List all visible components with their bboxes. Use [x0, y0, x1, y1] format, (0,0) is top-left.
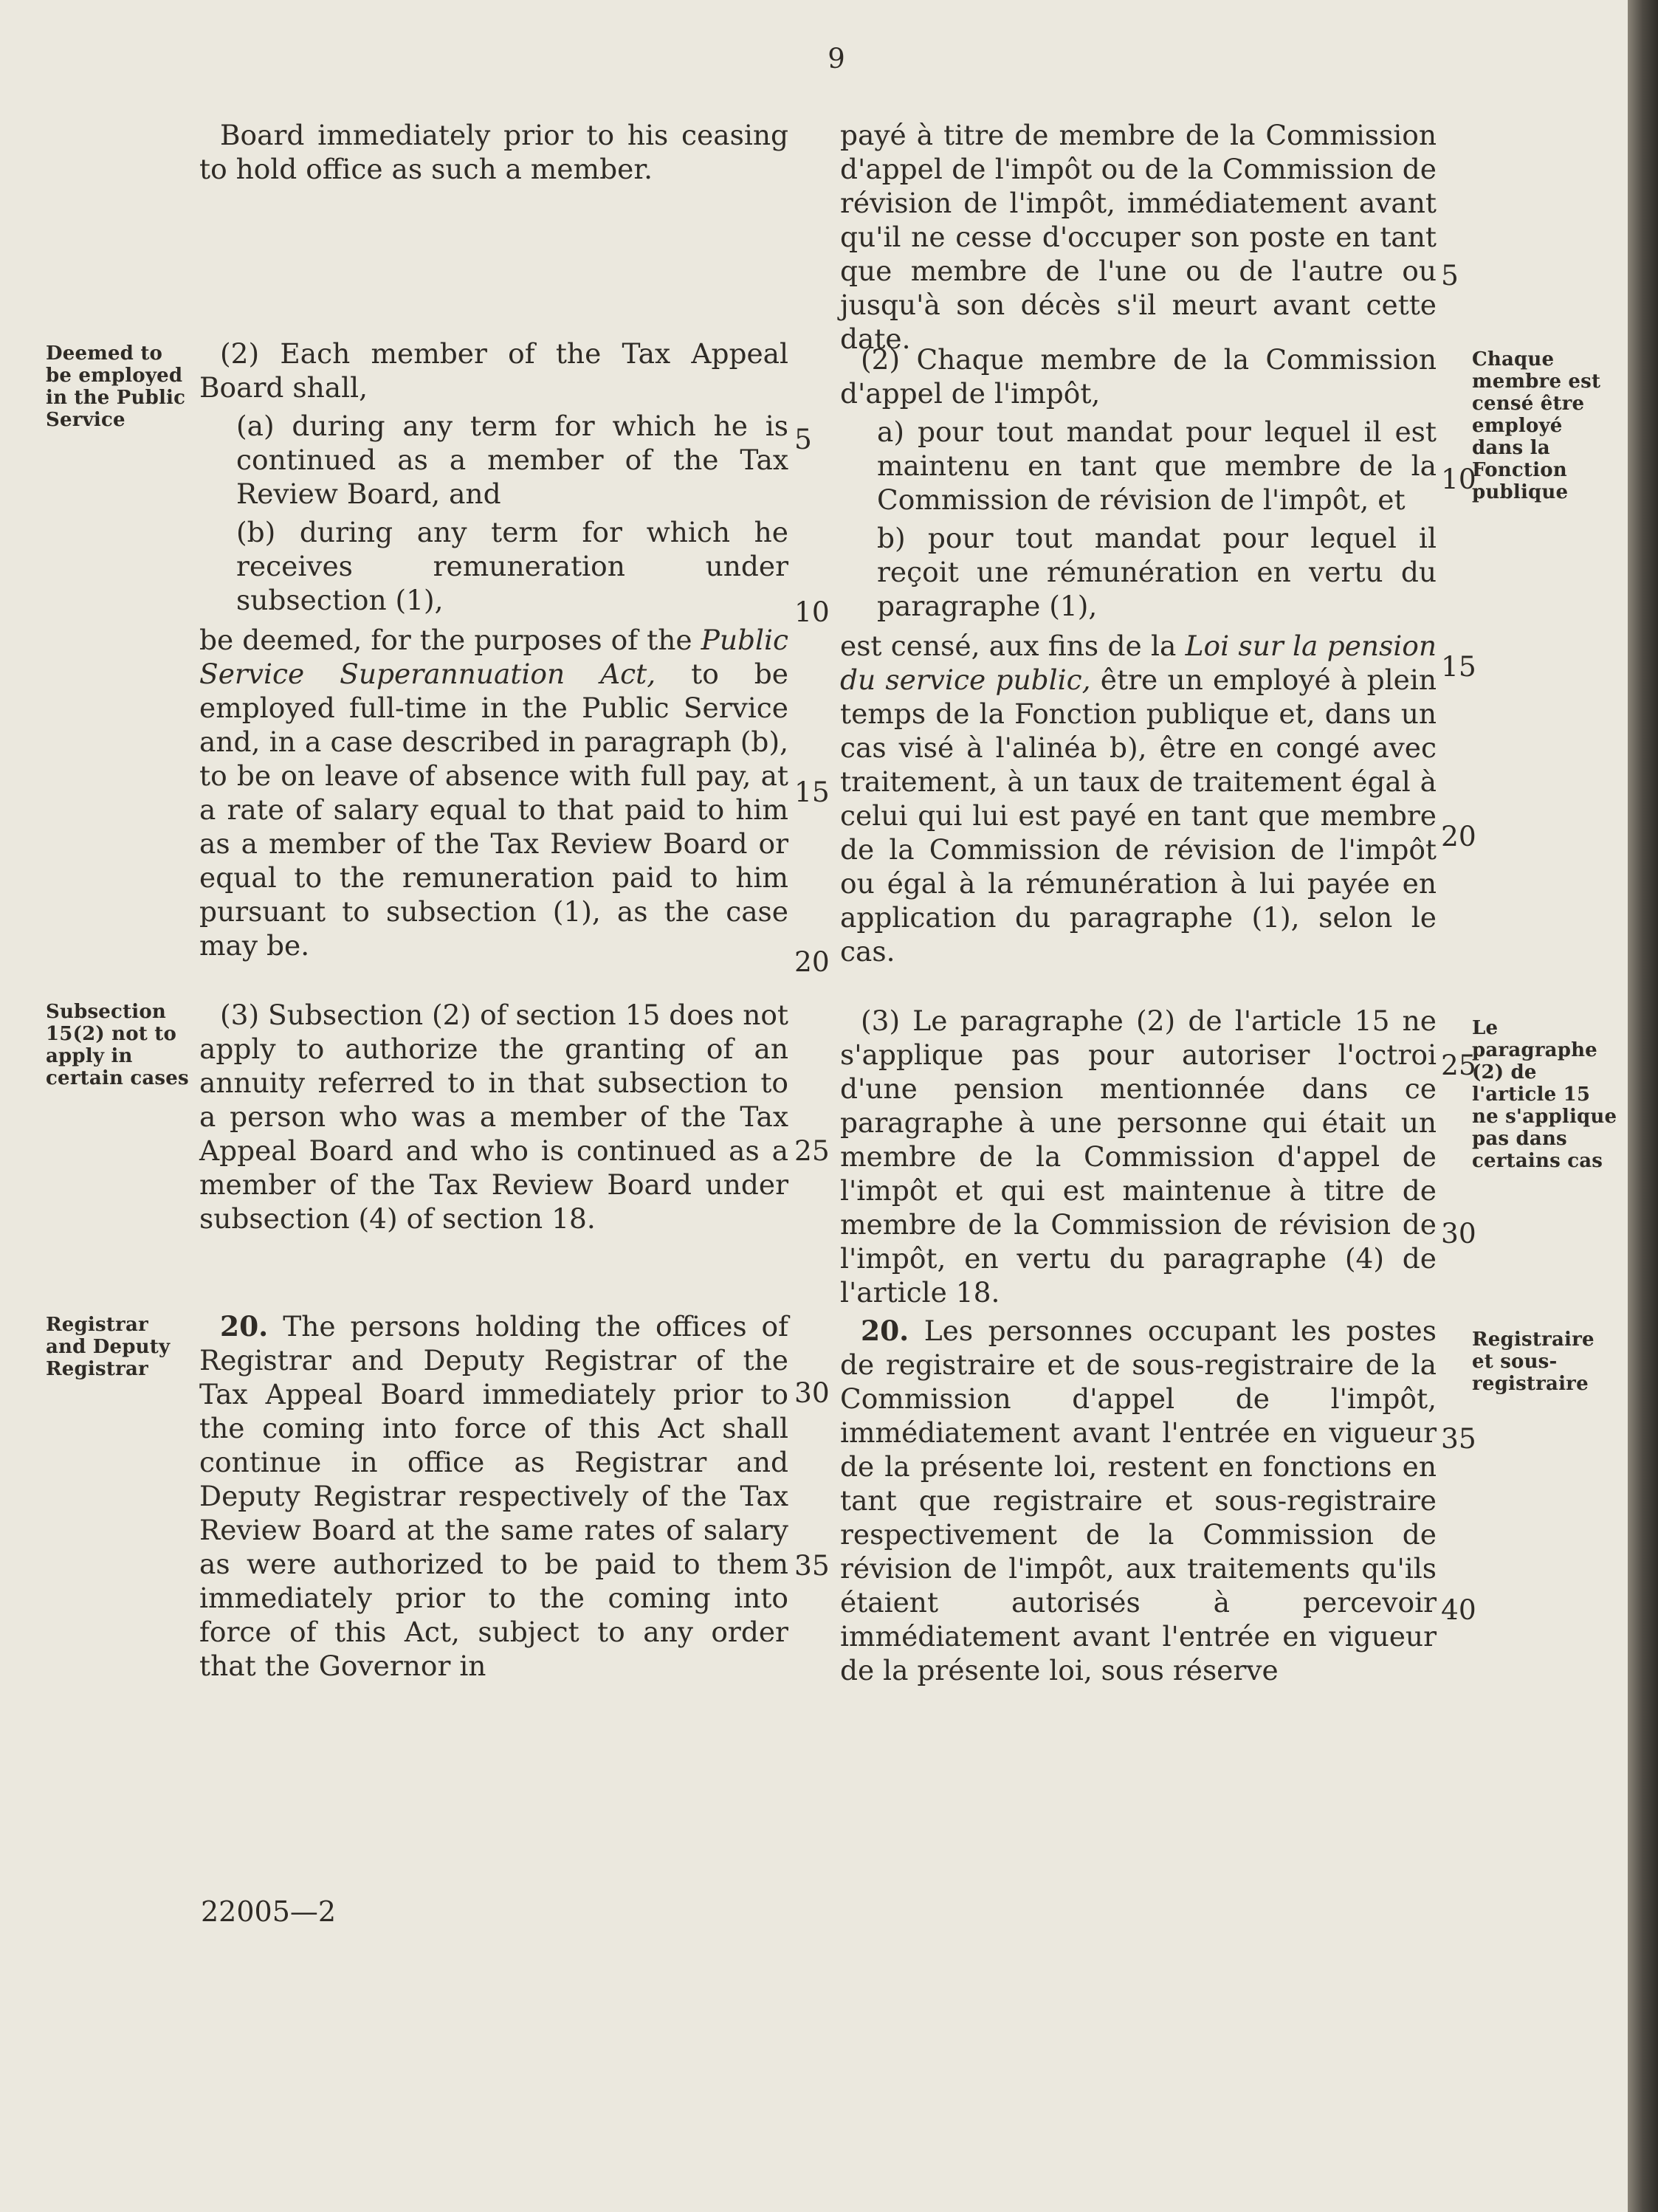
english-s19-3-text: (3) Subsection (2) of section 15 does not apply to authorize the granting of an annuity referred to in that subsection to a person who was a member of the Tax Appeal Board and who is continued as a member of the Tax Review Board under subsection (4) of section 18.	[199, 999, 788, 1235]
french-s20-text: Les personnes occupant les postes de registraire et de sous-registraire de la Commission d'appel de l'impôt, immédiatement avant l'entrée en vigueur de la présente loi, restent en fonctions en tant que registraire et sous-registraire respectivement de la Commission de révision de l'impôt, aux traitements qu'ils étaient autorisés à percevoir immédiatement avant l'entrée en vigueur de la présente loi, sous réserve	[840, 1315, 1437, 1686]
english-line-number: 20	[794, 945, 830, 978]
english-s20-text: The persons holding the offices of Registrar and Deputy Registrar of the Tax Appeal Board immediately prior to the coming into force of this Act shall continue in office as Registrar and Deputy Registrar respectively of the Tax Review Board at the same rates of salary as were authorized to be paid to them immediately prior to the coming into force of this Act, subject to any order that the Governor in	[199, 1310, 788, 1682]
page-number: 9	[828, 43, 845, 75]
french-s19-2-tail-start: est censé, aux fins de la	[840, 630, 1186, 662]
french-line-number: 35	[1441, 1422, 1476, 1455]
marginal-note-deemed-employed: Deemed to be employed in the Public Service	[46, 342, 186, 431]
english-s20-number: 20.	[220, 1310, 269, 1343]
french-section-19-3	[840, 1004, 1437, 1309]
french-line-number: 15	[1441, 650, 1476, 683]
french-s19-3-text: (3) Le paragraphe (2) de l'article 15 ne s'applique pas pour autoriser l'octroi d'une pension mentionnée dans ce paragraphe à une personne qui était un membre de la Commission d'appel de l'impôt et qui est maintenue à titre de membre de la Commission de révision de l'impôt, en vertu du paragraphe (4) de l'article 18.	[840, 1005, 1437, 1309]
french-section-19-2	[840, 342, 1437, 968]
french-s20-text-block	[840, 1314, 1437, 1687]
english-section-20	[199, 1309, 788, 1683]
french-s19-2-tail-end: être un employé à plein temps de la Fonction publique et, dans un cas visé à l'alinéa b), être en congé avec traitement, à un taux de traitement égal à celui qui lui est payé en tant que membre de la Commission de révision de l'impôt ou égal à la rémunération à lui payée en application du paragraphe (1), selon le cas.	[840, 664, 1437, 968]
english-carryover-text: Board immediately prior to his ceasing to hold office as such a member.	[199, 119, 788, 185]
english-s20-text-block	[199, 1309, 788, 1683]
print-serial-number: 22005—2	[201, 1895, 337, 1928]
marginal-note-le-paragraphe: Le paragraphe (2) de l'article 15 ne s'applique pas dans certains cas	[1472, 1017, 1617, 1172]
english-line-number: 10	[794, 596, 830, 628]
english-section-19-3	[199, 998, 788, 1236]
english-line-number: 25	[794, 1134, 830, 1167]
french-line-number: 30	[1441, 1217, 1476, 1250]
french-s19-2-intro: (2) Chaque membre de la Commission d'appel de l'impôt,	[840, 343, 1437, 410]
english-section-19-2	[199, 337, 788, 962]
french-line-number: 5	[1441, 259, 1459, 292]
marginal-note-subsection-15-2: Subsection 15(2) not to apply in certain cases	[46, 1001, 189, 1089]
french-s19-2-alinea-a: a) pour tout mandat pour lequel il est maintenu en tant que membre de la Commission de révision de l'impôt, et	[877, 416, 1437, 516]
english-carryover-block	[199, 118, 788, 186]
english-line-number: 35	[794, 1549, 830, 1582]
french-s19-2-alinea-b: b) pour tout mandat pour lequel il reçoit une rémunération en vertu du paragraphe (1),	[877, 522, 1437, 622]
english-s19-2-tail-start: be deemed, for the purposes of the	[199, 624, 701, 656]
french-s19-2-tail	[840, 629, 1437, 968]
french-s20-number: 20.	[861, 1315, 909, 1347]
english-s19-2-tail-end: to be employed full-time in the Public Service and, in a case described in paragraph (b), to be on leave of absence with full pay, at a rate of salary equal to that paid to him as a member of the Tax Review Board or equal to the remuneration paid to him pursuant to subsection (1), as the case may be.	[199, 658, 788, 962]
english-s19-2-intro: (2) Each member of the Tax Appeal Board shall,	[199, 337, 788, 404]
marginal-note-registraire: Registraire et sous-registraire	[1472, 1329, 1595, 1395]
english-s19-2-paragraph-a: (a) during any term for which he is continued as a member of the Tax Review Board, and	[236, 410, 788, 510]
french-line-number: 40	[1441, 1593, 1476, 1626]
english-line-number: 15	[794, 776, 830, 808]
french-section-20	[840, 1314, 1437, 1687]
english-s19-2-tail	[199, 623, 788, 962]
marginal-note-chaque-membre: Chaque membre est censé être employé dans la Fonction publique	[1472, 348, 1601, 503]
french-carryover-text: payé à titre de membre de la Commission d'appel de l'impôt ou de la Commission de révision de l'impôt, immédiatement avant qu'il ne cesse d'occuper son poste en tant que membre de l'une ou de l'autre ou jusqu'à son décès s'il meurt avant cette date.	[840, 119, 1437, 355]
marginal-note-registrar: Registrar and Deputy Registrar	[46, 1314, 171, 1380]
french-line-number: 10	[1441, 463, 1476, 495]
book-binding-edge	[1628, 0, 1658, 2212]
english-line-number: 30	[794, 1377, 830, 1409]
french-carryover-block	[840, 118, 1437, 356]
french-line-number: 25	[1441, 1049, 1476, 1081]
english-s19-2-paragraph-b: (b) during any term for which he receives remuneration under subsection (1),	[236, 516, 788, 616]
french-line-number: 20	[1441, 820, 1476, 852]
english-act-title: Public Service Superannuation Act,	[199, 624, 788, 690]
french-act-title: Loi sur la pension du service public,	[840, 630, 1437, 696]
english-line-number: 5	[794, 423, 812, 455]
